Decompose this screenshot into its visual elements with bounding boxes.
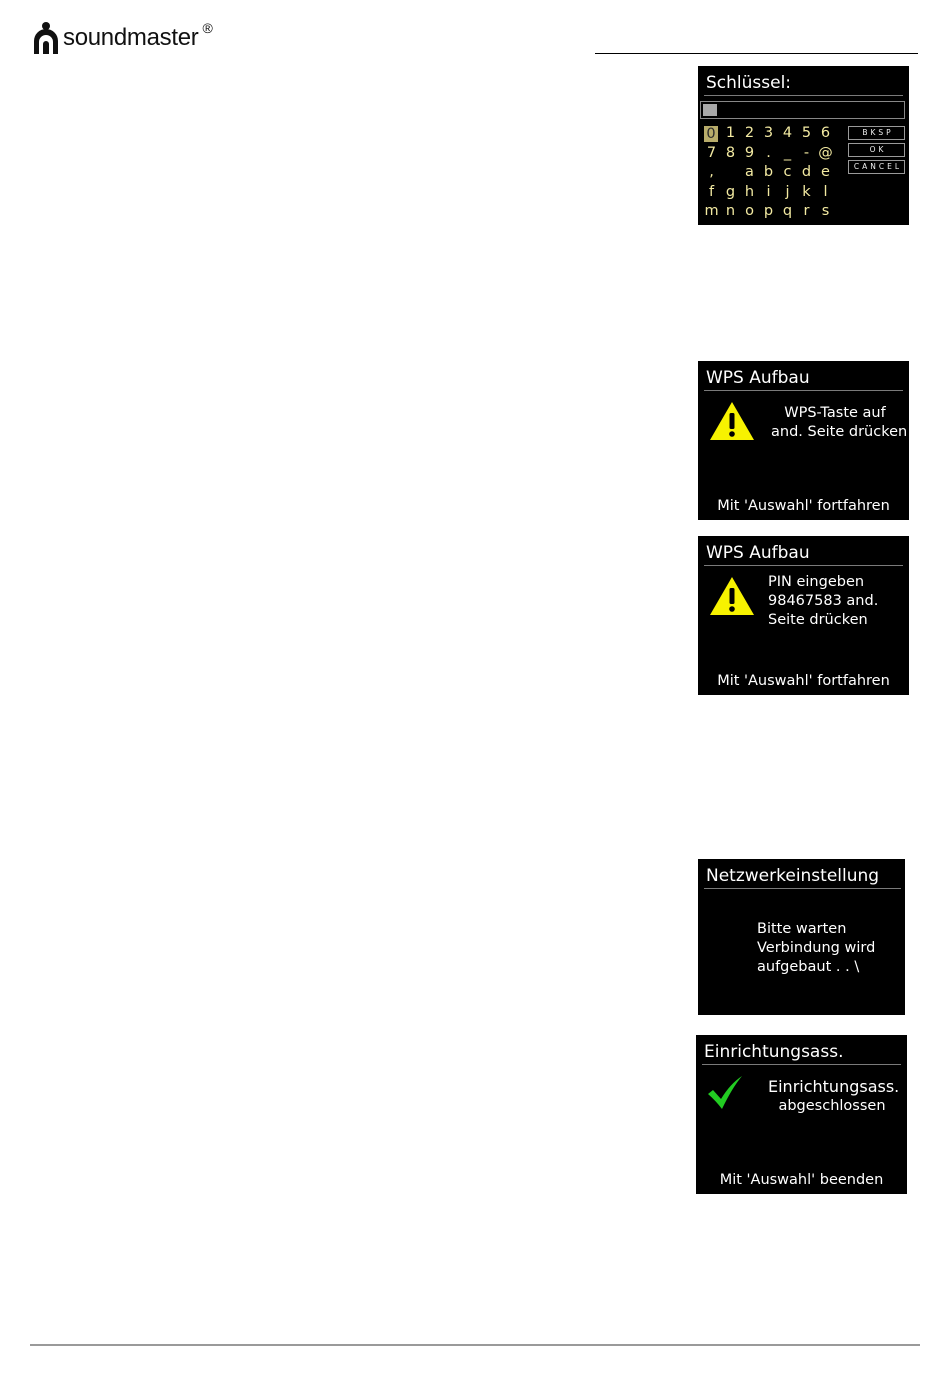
keyboard-key[interactable]: h bbox=[744, 183, 755, 200]
keyboard-key[interactable]: @ bbox=[818, 144, 833, 161]
keyboard-key[interactable]: k bbox=[802, 183, 811, 200]
message-line-1: Einrichtungsass. bbox=[768, 1077, 900, 1096]
wps-button-screen bbox=[698, 361, 909, 520]
key-entry-screen bbox=[698, 66, 909, 225]
keyboard-key[interactable] bbox=[721, 163, 740, 183]
keyboard-key[interactable]: c bbox=[783, 164, 792, 180]
screen-title: Schlüssel: bbox=[706, 73, 792, 93]
keyboard-key[interactable]: - bbox=[803, 144, 810, 161]
title-divider bbox=[704, 390, 903, 391]
screen-footer: Mit 'Auswahl' beenden bbox=[719, 1172, 884, 1188]
keyboard-key[interactable]: 4 bbox=[782, 125, 793, 141]
input-cursor bbox=[703, 104, 717, 116]
warning-icon bbox=[708, 400, 756, 442]
screen-footer: Mit 'Auswahl' fortfahren bbox=[717, 498, 890, 514]
keyboard-key[interactable]: r bbox=[803, 203, 810, 219]
keyboard-key[interactable]: f bbox=[708, 183, 715, 200]
title-divider bbox=[704, 565, 903, 566]
registered-mark: ® bbox=[202, 20, 213, 36]
backspace-button[interactable]: BKSP bbox=[848, 126, 905, 140]
message-line-3: Seite drücken bbox=[768, 612, 868, 628]
keyboard-key[interactable]: 7 bbox=[706, 144, 717, 161]
keyboard-key[interactable]: d bbox=[801, 164, 812, 180]
screen-title: Netzwerkeinstellung bbox=[706, 866, 880, 886]
keyboard-key[interactable]: n bbox=[725, 203, 736, 219]
setup-complete-screen bbox=[696, 1035, 907, 1194]
checkmark-icon bbox=[706, 1075, 744, 1111]
screen-footer: Mit 'Auswahl' fortfahren bbox=[717, 673, 890, 689]
keyboard-key[interactable]: l bbox=[823, 183, 828, 200]
keyboard-key[interactable]: 8 bbox=[725, 144, 736, 161]
footer-rule bbox=[30, 1344, 920, 1346]
keyboard-row bbox=[702, 124, 835, 144]
keyboard-key[interactable]: p bbox=[763, 203, 774, 219]
keyboard-key[interactable]: 1 bbox=[725, 125, 736, 141]
keyboard-row bbox=[702, 183, 835, 203]
brand-name: soundmaster bbox=[63, 24, 199, 51]
warning-icon bbox=[708, 575, 756, 617]
wps-pin-screen bbox=[698, 536, 909, 695]
keyboard-key[interactable]: q bbox=[782, 203, 793, 219]
screen-title: WPS Aufbau bbox=[706, 368, 810, 388]
keyboard-key[interactable]: a bbox=[745, 164, 754, 180]
keyboard-row bbox=[702, 202, 835, 222]
keyboard-key[interactable]: , bbox=[709, 164, 714, 180]
title-divider bbox=[702, 1064, 901, 1065]
screen-title: WPS Aufbau bbox=[706, 543, 810, 563]
keyboard-row bbox=[702, 163, 835, 183]
keyboard-key[interactable]: i bbox=[766, 183, 771, 200]
keyboard-key[interactable]: m bbox=[704, 203, 719, 219]
brand-logo bbox=[32, 20, 213, 56]
keyboard-key[interactable]: o bbox=[745, 203, 754, 219]
keyboard-key[interactable]: . bbox=[766, 144, 771, 161]
network-setup-screen bbox=[698, 859, 905, 1015]
keyboard-key[interactable]: 3 bbox=[763, 125, 774, 141]
keyboard-key[interactable]: 5 bbox=[801, 125, 812, 141]
key-input-field[interactable] bbox=[700, 101, 905, 119]
title-divider bbox=[704, 95, 903, 96]
keyboard-key[interactable]: 0 bbox=[704, 126, 718, 142]
ok-button[interactable]: OK bbox=[848, 143, 905, 157]
screen-title: Einrichtungsass. bbox=[704, 1042, 844, 1062]
cancel-button[interactable]: CANCEL bbox=[848, 160, 905, 174]
message-line-1: PIN eingeben bbox=[768, 574, 865, 590]
message-line-1: WPS-Taste auf bbox=[784, 405, 886, 421]
keyboard-key[interactable]: j bbox=[785, 183, 790, 200]
keyboard-key[interactable]: g bbox=[725, 183, 736, 200]
keyboard-key[interactable]: 9 bbox=[744, 144, 755, 161]
message-line-3: aufgebaut . . \ bbox=[757, 959, 860, 975]
soundmaster-logo-icon bbox=[32, 21, 60, 55]
keyboard-key[interactable]: b bbox=[763, 164, 774, 180]
keyboard-key[interactable]: e bbox=[821, 164, 830, 180]
message-line-2: Verbindung wird bbox=[757, 940, 876, 956]
message-line-2: abgeschlossen bbox=[778, 1098, 886, 1114]
keyboard-key[interactable]: s bbox=[821, 203, 830, 219]
header-rule bbox=[595, 53, 918, 54]
message-line-1: Bitte warten bbox=[757, 921, 847, 937]
keyboard-key[interactable]: _ bbox=[783, 144, 792, 161]
keyboard-row bbox=[702, 144, 835, 164]
character-keyboard bbox=[702, 124, 835, 222]
message-line-2: and. Seite drücken bbox=[771, 424, 908, 440]
message-line-2: 98467583 and. bbox=[768, 593, 879, 609]
keyboard-key[interactable]: 6 bbox=[820, 125, 831, 141]
title-divider bbox=[704, 888, 901, 889]
keyboard-key[interactable]: 2 bbox=[744, 125, 755, 141]
